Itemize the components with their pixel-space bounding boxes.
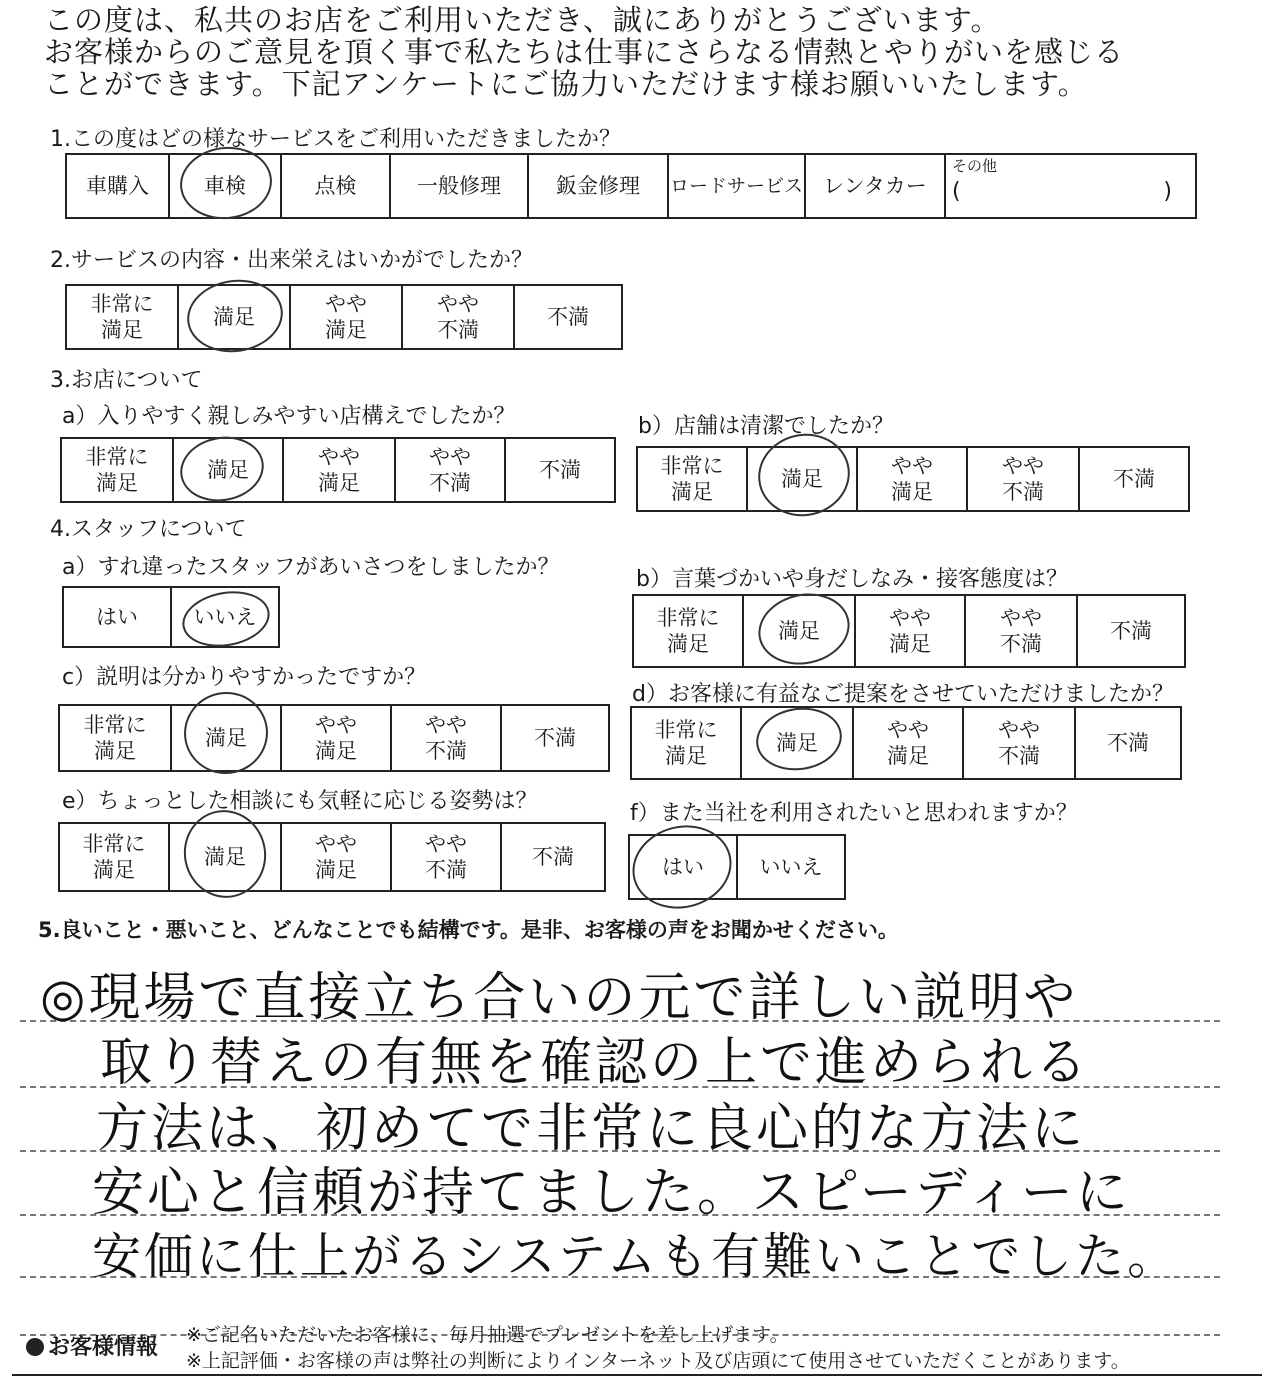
q3b-question: b）店舗は清潔でしたか？ bbox=[638, 414, 894, 439]
q1-option[interactable]: ロードサービス bbox=[669, 155, 806, 217]
rating-option[interactable]: 不満 bbox=[532, 845, 574, 869]
q4d-rating bbox=[630, 706, 1182, 780]
q1-options bbox=[65, 153, 1197, 219]
handwritten-comment-line: 取り替えの有無を確認の上で進められる bbox=[100, 1033, 1091, 1093]
q3b-rating bbox=[636, 446, 1190, 512]
q4a-yesno bbox=[62, 586, 280, 648]
q4b-rating bbox=[632, 594, 1186, 668]
rating-option-selected[interactable]: 満足 bbox=[174, 439, 284, 501]
handwritten-comment-line: 安価に仕上がるシステムも有難いことでした。 bbox=[92, 1228, 1180, 1285]
rating-option[interactable]: やや 満足 bbox=[282, 706, 392, 770]
rating-option[interactable]: 非常に 満足 bbox=[60, 706, 172, 770]
q1-option[interactable]: レンタカー bbox=[806, 155, 946, 217]
rating-option[interactable]: 不満 bbox=[1110, 619, 1152, 643]
q2-question: 2.サービスの内容・出来栄えはいかがでしたか？ bbox=[50, 248, 533, 273]
rating-option[interactable]: 不満 bbox=[547, 305, 589, 329]
handwritten-comment-line: 方法は、初めてで非常に良心的な方法に bbox=[96, 1099, 1087, 1159]
q4-title: 4.スタッフについて bbox=[50, 517, 247, 542]
other-label: その他 bbox=[952, 157, 998, 175]
footer-note: ※ご記名いただいたお客様に、毎月抽選でプレゼントを差し上げます。 bbox=[186, 1324, 789, 1346]
rating-option[interactable]: 非常に 満足 bbox=[60, 824, 170, 890]
intro-text: この度は、私共のお店をご利用いただき、誠にありがとうございます。 お客様からのご意見を頂く事で私たちは仕事にさらなる情熱とやりがいを感じる ことができます。下記アンケートにご協力いただけます様お願いいたします。 bbox=[44, 3, 1125, 101]
rating-option[interactable]: やや 不満 bbox=[396, 439, 506, 501]
rating-option[interactable]: 非常に 満足 bbox=[634, 596, 744, 666]
q1-option-selected[interactable]: 車検 bbox=[170, 155, 282, 217]
rating-option[interactable]: やや 不満 bbox=[966, 596, 1078, 666]
bullet-icon bbox=[26, 1338, 44, 1356]
q1-option[interactable]: 点検 bbox=[282, 155, 391, 217]
q3a-question: a）入りやすく親しみやすい店構えでしたか？ bbox=[62, 404, 516, 429]
rating-option[interactable]: 不満 bbox=[534, 726, 576, 750]
q4c-rating bbox=[58, 704, 610, 772]
q4e-question: e）ちょっとした相談にも気軽に応じる姿勢は？ bbox=[62, 789, 538, 814]
rating-option[interactable]: やや 満足 bbox=[282, 824, 392, 890]
q1-option[interactable]: 車購入 bbox=[67, 155, 170, 217]
rating-option[interactable]: やや 不満 bbox=[392, 706, 502, 770]
yes-option-selected[interactable]: はい bbox=[630, 836, 738, 898]
footer-note: ※上記評価・お客様の声は弊社の判断によりインターネット及び店頭にて使用させていただくことがあります。 bbox=[186, 1350, 1130, 1372]
rating-option[interactable]: 非常に 満足 bbox=[62, 439, 174, 501]
rating-option[interactable]: やや 不満 bbox=[403, 286, 515, 348]
customer-info-title: お客様情報 bbox=[26, 1330, 158, 1361]
rating-option[interactable]: やや 不満 bbox=[968, 448, 1080, 510]
rating-option-selected[interactable]: 満足 bbox=[179, 286, 291, 348]
q3a-rating bbox=[60, 437, 616, 503]
q2-rating bbox=[65, 284, 623, 350]
q4d-question: d）お客様に有益なご提案をさせていただけましたか？ bbox=[632, 682, 1174, 707]
rating-option-selected[interactable]: 満足 bbox=[172, 706, 282, 770]
handwritten-comment-line: 安心と信頼が持てました。スピーディーに bbox=[92, 1163, 1131, 1223]
no-option-selected[interactable]: いいえ bbox=[172, 588, 278, 646]
rating-option[interactable]: やや 満足 bbox=[858, 448, 968, 510]
no-option[interactable]: いいえ bbox=[759, 855, 823, 879]
rating-option[interactable]: 不満 bbox=[1107, 731, 1149, 755]
rating-option-selected[interactable]: 満足 bbox=[748, 448, 858, 510]
yes-option[interactable]: はい bbox=[64, 588, 172, 646]
q1-option[interactable]: 鈑金修理 bbox=[529, 155, 669, 217]
rating-option[interactable]: やや 満足 bbox=[284, 439, 396, 501]
q1-question: 1.この度はどの様なサービスをご利用いただきましたか？ bbox=[50, 127, 621, 152]
rating-option[interactable]: やや 不満 bbox=[964, 708, 1076, 778]
rating-option[interactable]: やや 満足 bbox=[854, 708, 964, 778]
rating-option[interactable]: 不満 bbox=[539, 458, 581, 482]
rating-option[interactable]: 非常に 満足 bbox=[638, 448, 748, 510]
rating-option[interactable]: 不満 bbox=[1113, 467, 1155, 491]
q4e-rating bbox=[58, 822, 606, 892]
q4b-question: b）言葉づかいや身だしなみ・接客態度は？ bbox=[636, 567, 1068, 592]
rating-option-selected[interactable]: 満足 bbox=[170, 824, 282, 890]
rating-option[interactable]: 非常に 満足 bbox=[632, 708, 742, 778]
footer-table-edge bbox=[12, 1374, 1262, 1376]
rating-option[interactable]: やや 満足 bbox=[856, 596, 966, 666]
q1-option[interactable]: 一般修理 bbox=[391, 155, 529, 217]
q4a-question: a）すれ違ったスタッフがあいさつをしましたか？ bbox=[62, 555, 560, 580]
rating-option[interactable]: やや 満足 bbox=[291, 286, 403, 348]
other-input[interactable]: ( ) bbox=[952, 179, 1172, 204]
handwritten-comment-line: ◎現場で直接立ち合いの元で詳しい説明や bbox=[40, 968, 1079, 1028]
rating-option[interactable]: 非常に 満足 bbox=[67, 286, 179, 348]
rating-option[interactable]: やや 不満 bbox=[392, 824, 502, 890]
q1-other[interactable] bbox=[946, 155, 1195, 217]
rating-option-selected[interactable]: 満足 bbox=[742, 708, 854, 778]
q3-title: 3.お店について bbox=[50, 368, 203, 393]
q4c-question: c）説明は分かりやすかったですか？ bbox=[62, 665, 427, 690]
q4f-question: f）また当社を利用されたいと思われますか？ bbox=[630, 801, 1078, 826]
q5-question: 5.良いこと・悪いこと、どんなことでも結構です。是非、お客様の声をお聞かせください。 bbox=[38, 918, 899, 942]
rating-option-selected[interactable]: 満足 bbox=[744, 596, 856, 666]
q4f-yesno bbox=[628, 834, 846, 900]
